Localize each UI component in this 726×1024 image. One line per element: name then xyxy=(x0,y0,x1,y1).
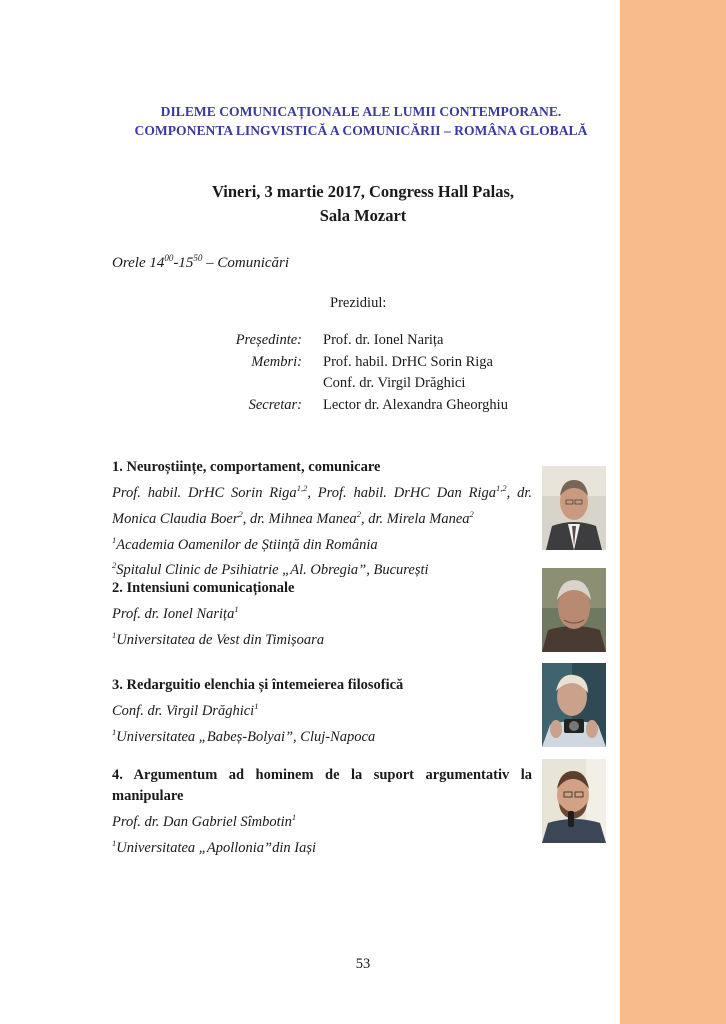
presidium-row xyxy=(180,395,508,417)
entry-affiliation: $^1$Academia Oamenilor de Știință din România xyxy=(112,534,378,553)
session-hours: Orele $14^{00}-15^{50}$ – Comunicări xyxy=(112,253,290,271)
entry-affiliation: $^1$Universitatea de Vest din Timișoara xyxy=(112,629,325,648)
presidium-role: Președinte: xyxy=(235,332,302,348)
entry-affiliation: $^2$Spitalul Clinic de Psihiatrie „Al. Obregia”, București xyxy=(112,560,429,579)
presidium-role: Membri: xyxy=(251,353,302,370)
presidium-row xyxy=(180,352,508,374)
presidium-title: Prezidiul: xyxy=(330,295,387,311)
entry-authors: Prof. dr. Dan Gabriel Sîmbotin$^1$ xyxy=(112,812,297,830)
entry-authors: Prof. dr. Ionel Narița$^1$ xyxy=(112,604,239,622)
entry-title: 1. Neuroștiințe, comportament, comunicare xyxy=(112,459,381,475)
presidium-role: Secretar: xyxy=(248,396,302,413)
portrait-photo-3 xyxy=(542,663,606,747)
entry-authors: Prof. habil. DrHC Sorin Riga$^{1,2}$, Prof. habil. DrHC Dan Riga$^{1,2}$, dr. Monica Claudia Boer$^2$, dr. Mihnea Manea$^2$, dr. Mirela Manea$^2$ xyxy=(112,483,532,527)
entry-affiliation: $^1$Universitatea „Apollonia”din Iași xyxy=(112,837,317,856)
presentation-entry-1 xyxy=(112,457,532,581)
portrait-photo-2 xyxy=(542,568,606,652)
session-date xyxy=(108,180,618,228)
presidium-list xyxy=(180,330,508,416)
presidium-name: Prof. dr. Ionel Narița xyxy=(323,332,444,348)
session-date-line-1: Vineri, 3 martie 2017, Congress Hall Palas, xyxy=(211,182,514,201)
portrait-photo-1 xyxy=(542,466,606,550)
presentation-entry-2 xyxy=(112,578,532,651)
entry-authors: Conf. dr. Virgil Drăghici$^1$ xyxy=(112,701,259,719)
header-line-1: DILEME COMUNICAȚIONALE ALE LUMII CONTEMPORANE. xyxy=(160,104,562,119)
presidium-role xyxy=(180,373,302,395)
header-line-2: COMPONENTA LINGVISTICĂ A COMUNICĂRII – ROMÂNA GLOBALĂ xyxy=(134,123,588,138)
entry-title: 3. Redarguitio elenchia și întemeierea filosofică xyxy=(112,677,404,693)
presentation-entry-4 xyxy=(112,765,532,859)
session-venue-line: Sala Mozart xyxy=(319,206,407,225)
presidium-row xyxy=(180,330,508,352)
side-color-band xyxy=(620,0,726,1024)
presidium-name: Conf. dr. Virgil Drăghici xyxy=(323,375,466,391)
entry-title: 4. Argumentum ad hominem de la suport argumentativ la manipulare xyxy=(112,767,532,804)
presentation-entry-3 xyxy=(112,675,532,748)
presidium-name: Prof. habil. DrHC Sorin Riga xyxy=(323,353,493,370)
conference-header xyxy=(105,102,617,140)
presidium-row xyxy=(180,373,508,395)
entry-title: 2. Intensiuni comunicaționale xyxy=(112,580,295,596)
page-number: 53 xyxy=(355,956,371,972)
portrait-photo-4 xyxy=(542,759,606,843)
presidium-name: Lector dr. Alexandra Gheorghiu xyxy=(323,396,508,413)
entry-affiliation: $^1$Universitatea „Babeș-Bolyai”, Cluj-Napoca xyxy=(112,726,376,745)
